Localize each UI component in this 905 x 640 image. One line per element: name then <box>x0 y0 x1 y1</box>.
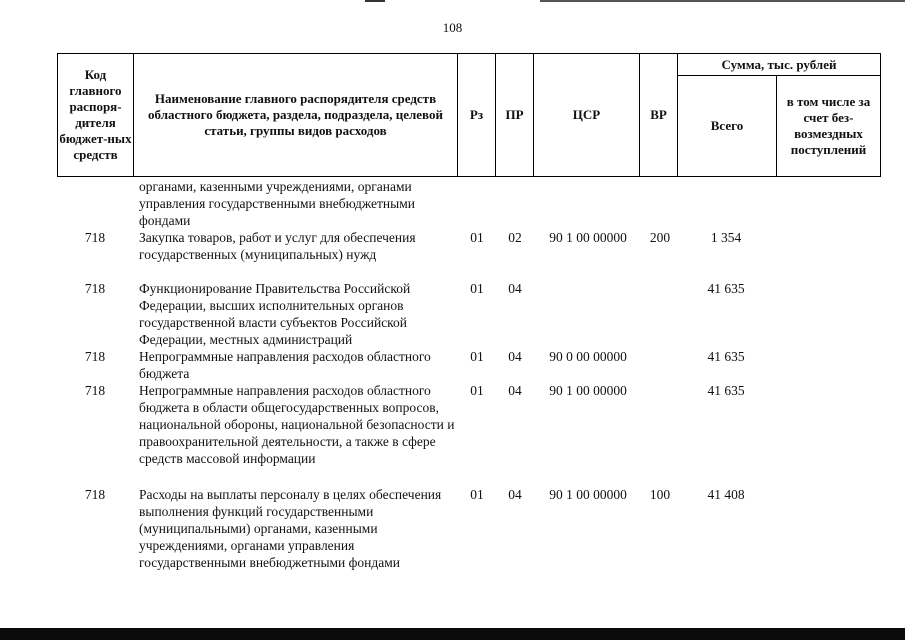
cell-csr: 90 1 00 00000 <box>549 383 627 398</box>
cell-pr: 04 <box>508 383 522 398</box>
header-rz: Рз <box>458 54 496 177</box>
cell-rz: 01 <box>470 349 484 364</box>
header-pr: ПР <box>496 54 534 177</box>
header-vsego: Всего <box>678 76 777 177</box>
header-vr: ВР <box>640 54 678 177</box>
cell-name: органами, казенными учреждениями, органами управления государственными внебюджетными фондами <box>139 179 415 228</box>
cell-total: 41 635 <box>707 349 745 364</box>
header-name: Наименование главного распорядителя средств областного бюджета, раздела, подраздела, целевой статьи, группы видов расходов <box>134 54 458 177</box>
cell-total: 41 635 <box>707 281 745 296</box>
cell-csr: 90 0 00 00000 <box>549 349 627 364</box>
scan-edge-mark <box>365 0 385 2</box>
header-bezvozmezd: в том числе за счет без-возмездных поступлений <box>777 76 881 177</box>
cell-name: Расходы на выплаты персоналу в целях обеспечения выполнения функций государственными (муниципальными) органами, казенными учреждениями, органами управления государственными внебюджетными фондами <box>139 487 442 570</box>
cell-name: Непрограммные направления расходов областного бюджета в области общегосударственных вопросов, национальной обороны, национальной безопасности и правоохранительной деятельности, а также в сфере средств массовой информации <box>139 383 455 466</box>
header-csr: ЦСР <box>534 54 640 177</box>
cell-csr: 90 1 00 00000 <box>549 230 627 245</box>
scan-edge-mark <box>540 0 905 2</box>
cell-kod: 718 <box>84 487 106 502</box>
cell-kod: 718 <box>84 230 106 245</box>
cell-name: Закупка товаров, работ и услуг для обеспечения государственных (муниципальных) нужд <box>139 230 416 262</box>
cell-pr: 04 <box>508 349 522 364</box>
cell-pr: 02 <box>508 230 522 245</box>
cell-name: Непрограммные направления расходов областного бюджета <box>139 349 431 381</box>
cell-total: 41 635 <box>707 383 745 398</box>
table-header <box>57 53 881 177</box>
cell-vr: 200 <box>649 230 671 245</box>
header-summa: Сумма, тыс. рублей <box>678 54 881 76</box>
cell-kod: 718 <box>84 349 106 364</box>
cell-kod: 718 <box>84 383 106 398</box>
cell-rz: 01 <box>470 487 484 502</box>
cell-total: 41 408 <box>707 487 745 502</box>
cell-total: 1 354 <box>710 230 742 245</box>
header-kod: Код главного распоря-дителя бюджет-ных средств <box>58 54 134 177</box>
cell-rz: 01 <box>470 383 484 398</box>
cell-kod: 718 <box>84 281 106 296</box>
page-number: 108 <box>442 20 463 35</box>
cell-csr: 90 1 00 00000 <box>549 487 627 502</box>
cell-pr: 04 <box>508 281 522 296</box>
scan-bottom-bar <box>0 628 905 640</box>
cell-name: Функционирование Правительства Российской Федерации, высших исполнительных органов государственной власти субъектов Российской Федерации, местных администраций <box>139 281 411 347</box>
cell-rz: 01 <box>470 230 484 245</box>
cell-rz: 01 <box>470 281 484 296</box>
cell-pr: 04 <box>508 487 522 502</box>
cell-vr: 100 <box>649 487 671 502</box>
